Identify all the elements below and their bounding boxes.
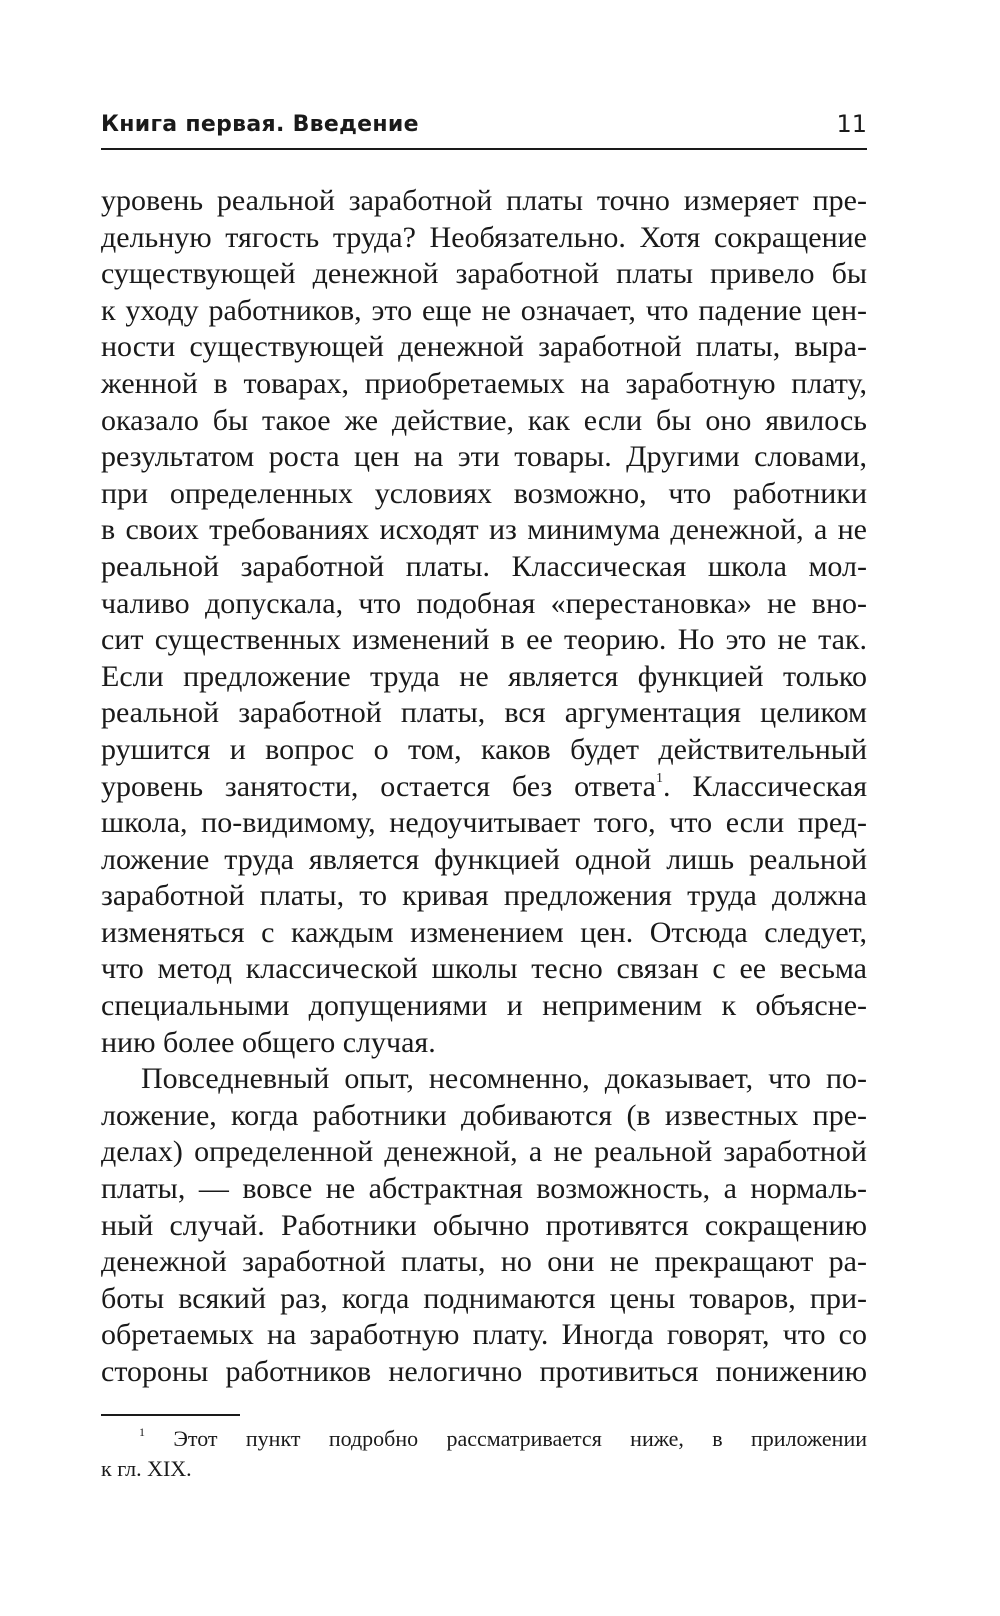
running-header [101,108,867,150]
page-number: 11 [836,110,867,138]
text-line: Если предложение труда не является функцией только [101,659,867,693]
text-line: боты всякий раз, когда поднимаются цены товаров, при- [101,1281,867,1315]
text-line: реальной заработной платы. Классическая школа мол- [101,549,867,583]
text-line: школа, по-видимому, недоучитывает того, что если пред- [101,806,867,840]
text-line: денежной заработной платы, но они не прекращают ра- [101,1245,867,1279]
text-line: в своих требованиях исходят из минимума денежной, а не [101,513,867,547]
text-line: рушится и вопрос о том, каков будет действительный [101,732,867,766]
text-line-with-footnote [101,769,867,806]
text-line: специальными допущениями и неприменим к объясне- [101,989,867,1023]
footnote-line: к гл. XIX. [101,1456,192,1481]
text-fragment: уровень занятости, остается без ответа [101,769,656,803]
paragraph-2 [101,1061,867,1390]
text-line: платы, — вовсе не абстрактная возможность, а нормаль- [101,1172,867,1206]
text-line: женной в товарах, приобретаемых на заработную плату, [101,366,867,400]
text-line: чаливо допускала, что подобная «перестановка» не вно- [101,586,867,620]
text-line: нию более общего случая. [101,1025,436,1059]
text-line: ложение, когда работники добиваются (в известных пре- [101,1098,867,1132]
text-line: оказало бы такое же действие, как если бы оно явилось [101,403,867,437]
text-line: делах) определенной денежной, а не реальной заработной [101,1135,867,1169]
text-line: изменяться с каждым изменением цен. Отсюда следует, [101,915,867,949]
text-fragment: . Классическая [662,769,868,803]
paragraph-1 [101,183,867,1061]
footnote-text: Этот пункт подробно рассматривается ниже, в приложении [173,1426,867,1451]
footnote-line [101,1424,867,1454]
text-line: обретаемых на заработную плату. Иногда говорят, что со [101,1318,867,1352]
text-line: существующей денежной заработной платы привело бы [101,257,867,291]
text-line: реальной заработной платы, вся аргументация целиком [101,696,867,730]
text-line: ложение труда является функцией одной лишь реальной [101,842,867,876]
footnote-reference: 1 [655,770,663,786]
text-line: при определенных условиях возможно, что работники [101,476,867,510]
text-line: дельную тягость труда? Необязательно. Хотя сокращение [101,220,867,254]
text-line: к уходу работников, это еще не означает, что падение цен- [101,293,867,327]
text-line: Повседневный опыт, несомненно, доказывает, что по- [141,1062,867,1096]
text-line: сит существенных изменений в ее теорию. Но это не так. [101,623,867,657]
footnote-divider [101,1414,240,1416]
footnote-marker: 1 [139,1425,145,1439]
text-line: заработной платы, то кривая предложения труда должна [101,879,867,913]
body-text [101,183,867,1391]
footnote [101,1424,867,1484]
header-title: Книга первая. Введение [101,112,419,137]
text-line: ности существующей денежной заработной платы, выра- [101,330,867,364]
text-line: стороны работников нелогично противиться понижению [101,1355,867,1388]
text-line: уровень реальной заработной платы точно измеряет пре- [101,184,867,217]
text-line: результатом роста цен на эти товары. Другими словами, [101,440,867,474]
text-line: ный случай. Работники обычно противятся сокращению [101,1208,867,1242]
text-line: что метод классической школы тесно связан с ее весьма [101,952,867,986]
